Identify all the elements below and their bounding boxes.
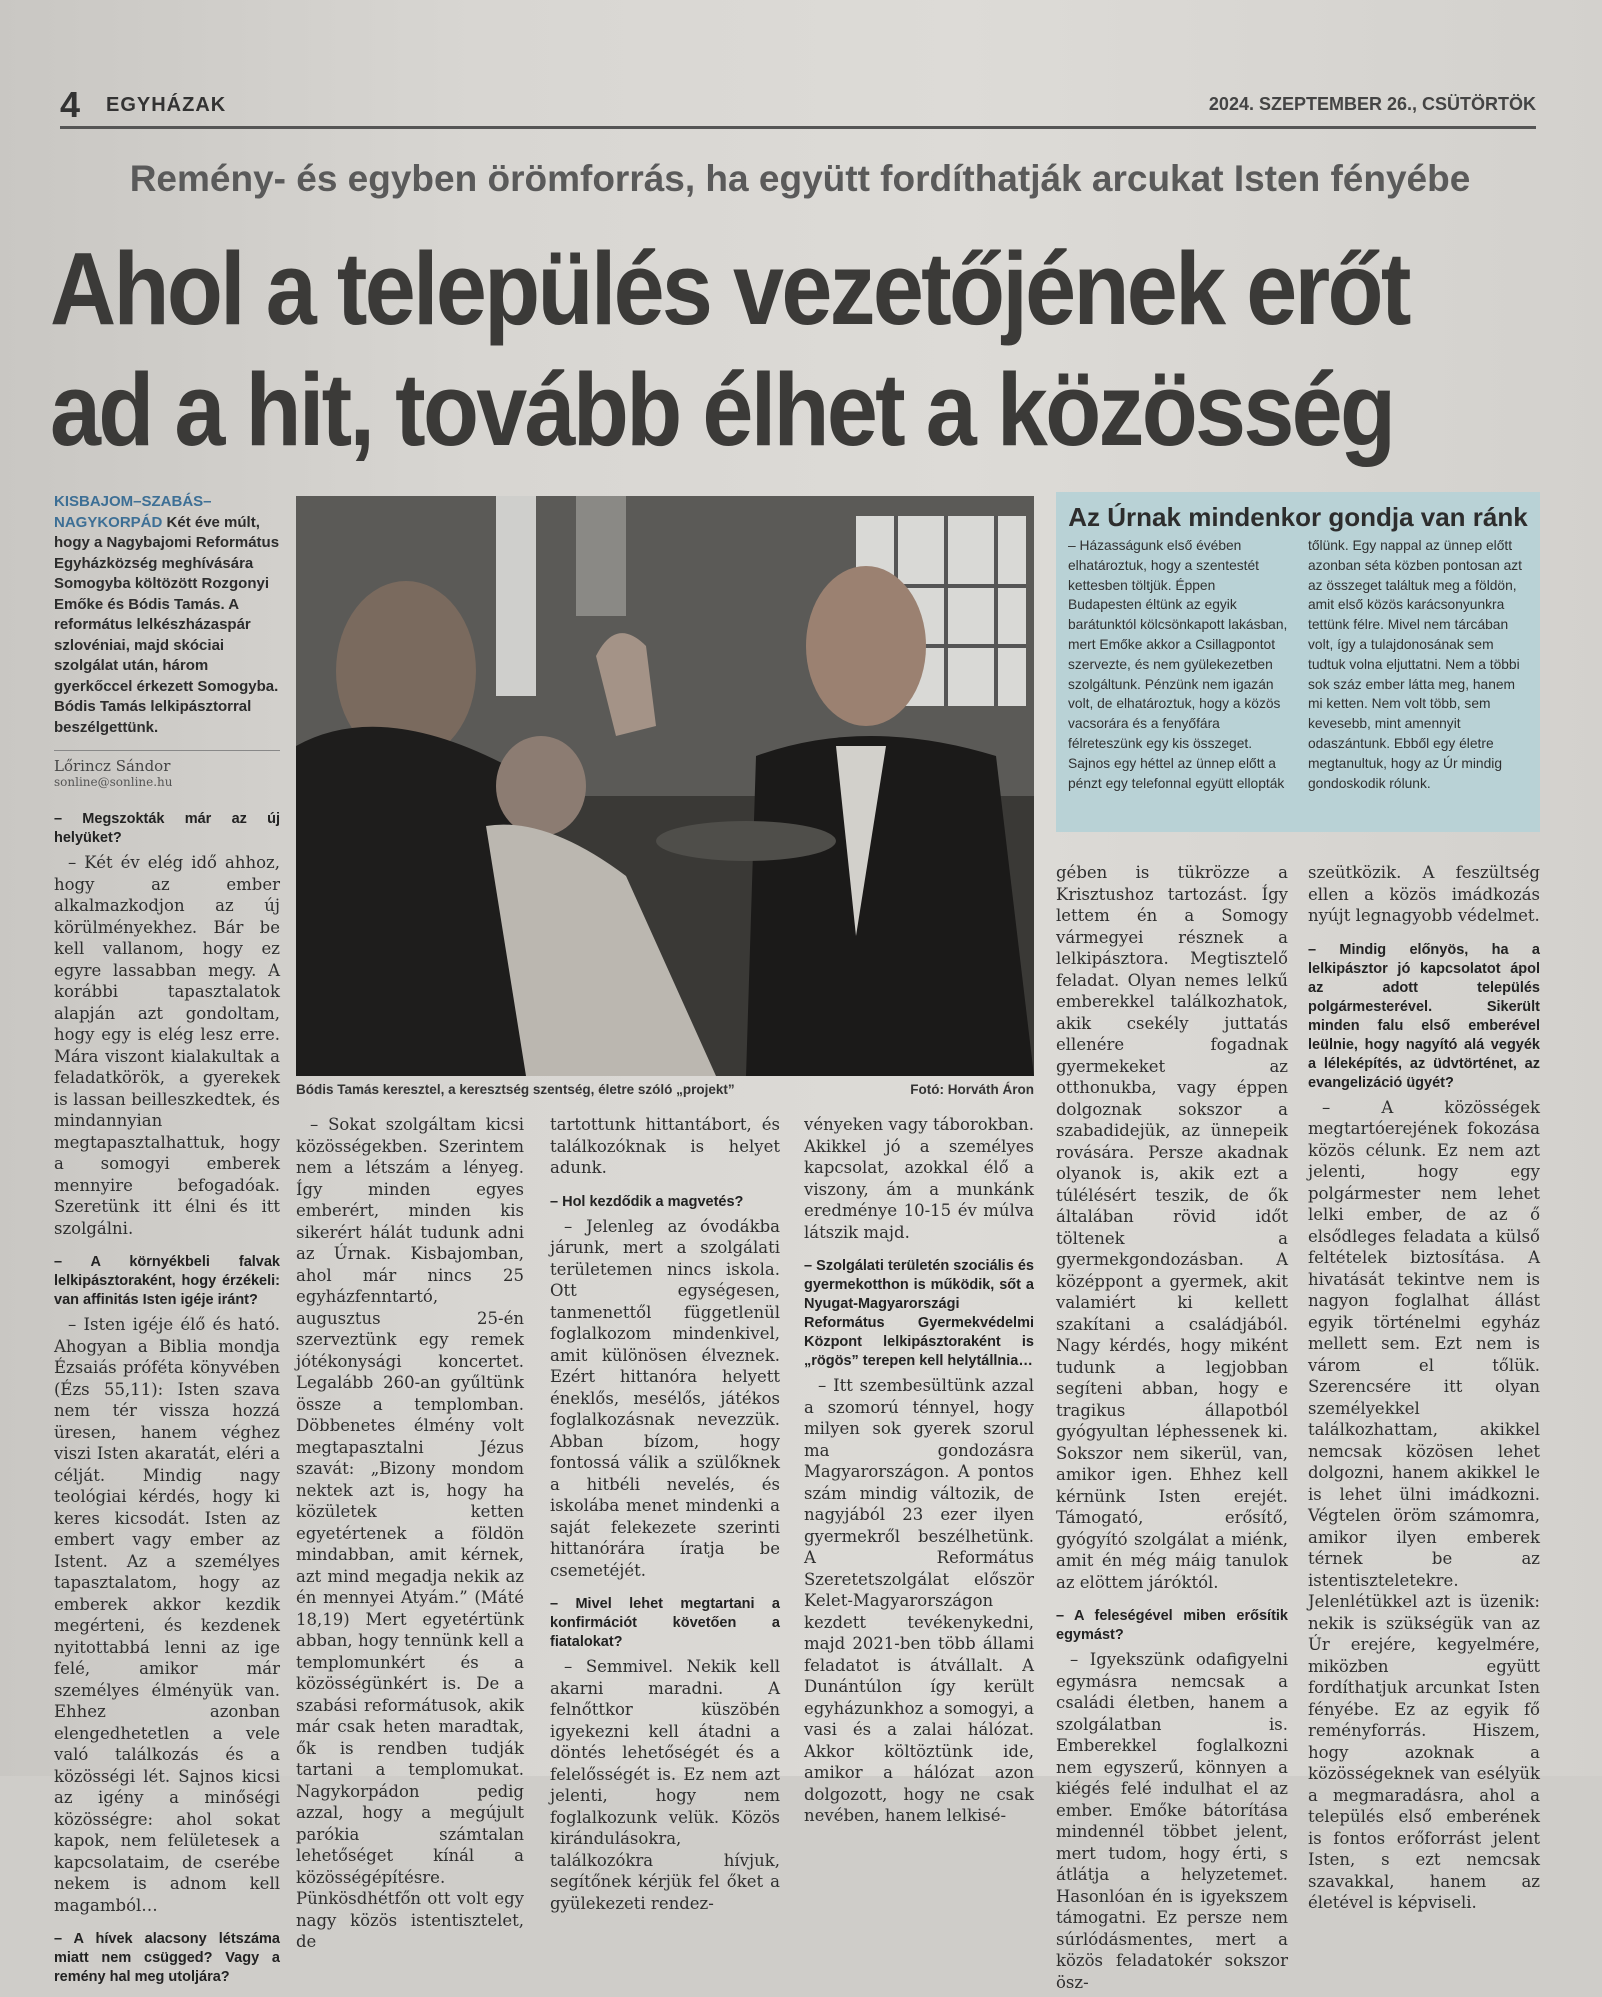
headline-line-1: Ahol a település vezetőjének erőt bbox=[50, 231, 1409, 346]
text-column-1 bbox=[54, 810, 280, 1991]
question: – Megszokták már az új helyüket? bbox=[54, 811, 280, 846]
sidebar-box bbox=[1056, 492, 1540, 832]
kicker-subtitle: Remény- és egyben örömforrás, ha együtt fordíthatják arcukat Isten fényébe bbox=[129, 158, 1471, 199]
text-column-4 bbox=[804, 1114, 1034, 1831]
answer: – A közösségek megtartóerejének fokozása közös célunk. Ez nem azt jelenti, hogy egy polgármester nem lehet lelki ember, de az ő elsődleges feladata a külső feltételek biztosítása. A hivatását tekintve nem is nagyon foglalhat állást egyik történelmi egyház mellett sem. Ezt nem is várom el tőlük. Szerencsére itt olyan személyekkel találkozhattam, akikkel nemcsak közösen lehet dolgozni, hanem akikkel le is lehet ülni imádkozni. Végtelen öröm számomra, amikor ilyen emberek térnek be az istentiszteletekre. Jelenlétükkel azt is üzenik: nekik is szükségük van az Úr erejére, kegyelmére, miközben együtt fordíthatjuk arcunkat Isten fényébe. Ez az egyik fő reményforrás. Hiszem, hogy azoknak a közösségeknek van esélyük a megmaradásra, ahol a település első emberének is fontos erőforrást jelent Isten, s ezt nemcsak szavakkal, hanem az életével is képviseli. bbox=[1308, 1097, 1540, 1912]
author-name: Lőrincz Sándor bbox=[54, 757, 171, 775]
answer: szeütközik. A feszültség ellen a közös imádkozás nyújt legnagyobb védelmet. bbox=[1308, 863, 1540, 925]
answer: – Sokat szolgáltam kicsi közösségekben. Szerintem nem a létszám a lényeg. Így minden egyes emberért, minden kis sikerért hálát tudunk adni az Úrnak. Kisbajomban, ahol már nincs 25 egyházfenntartó, augusztus 25-én szerveztünk egy remek jótékonysági koncertet. Legalább 260-an gyűltünk össze a templomban. Döbbenetes élmény volt megtapasztalni Jézus szavát: „Bizony mondom nektek azt is, hogy ha közületek ketten egyetértenek a földön mindabban, amit kérnek, azt mind megadja nekik az én mennyei Atyám.” (Máté 18,19) Mert egyetértünk abban, hogy tennünk kell a templomunkért és a közösségünkért is. De a szabási reformátusok, akik már csak heten maradtak, ők is rendben tudják tartani a templomukat. Nagykorpádon pedig azzal, hogy a megújult parókia számtalan lehetőséget kínál a közösségépítésre. Pünkösdhétfőn ott volt egy nagy közös istentisztelet, de bbox=[296, 1115, 524, 1951]
answer: – Semmivel. Nekik kell akarni maradni. A felnőttkor küszöbén igyekezni kell átadni a döntés lehetőségét és a felelősségét is. Ez nem azt jelenti, hogy nem foglalkozunk velük. Közös kirándulásokra, találkozókra hívjuk, segítőnek kérjük fel őket a gyülekezeti rendez- bbox=[550, 1657, 780, 1913]
answer: vényeken vagy táborokban. Akikkel jó a személyes kapcsolat, azokkal élő a viszony, ám a munkánk eredménye 10-15 év múlva látszik majd. bbox=[804, 1115, 1034, 1242]
text-column-3 bbox=[550, 1114, 780, 1918]
article-lead bbox=[54, 492, 280, 738]
question: – Szolgálati területén szociális és gyermekotthon is működik, sőt a Nyugat-Magyarországi Református Gyermekvédelmi Központ lelkipásztoraként is „rögös” terepen kell helytállnia… bbox=[804, 1258, 1034, 1369]
text-column-2 bbox=[296, 1114, 524, 1957]
dateline-place: KISBAJOM–SZABÁS–NAGYKORPÁD bbox=[54, 493, 212, 531]
article-photo bbox=[296, 496, 1034, 1076]
question: – A hívek alacsony létszáma miatt nem csügged? Vagy a remény hal meg utoljára? bbox=[54, 1931, 280, 1985]
answer: tartottunk hittantábort, és találkozóknak is helyet adunk. bbox=[550, 1115, 780, 1177]
answer: – Jelenleg az óvodákba járunk, mert a szolgálati területemen nincs iskola. Ott egységesen, tanmenettől függetlenül foglalkozom mindenkivel, amit különösen élveznek. Ezért hittanóra helyett éneklős, mesélős, játékos foglalkozásnak nevezzük. Abban bízom, hogy fontossá válik a szülőknek a hitbéli nevelés, és iskolába menet mindenki a saját felekezete szerinti hittanórára íratja be csemetéjét. bbox=[550, 1216, 780, 1580]
answer: gében is tükrözze a Krisztushoz tartozást. Így lettem én a Somogy vármegyei résznek a lelkipásztora. Megtisztelő feladat. Olyan nemes lelkű emberekkel találkozhatok, akik csekély juttatás ellenére fogadnak gyermekeket az otthonukba, vagy éppen dolgoznak sokszor a szabadidejük, az ünnepeik rovására. Persze akadnak olyanok is, akik ezt a túlélésért teszik, de ők általában rövid időt töltenek a gyermekgondozásban. A középpont a gyermek, akit valamiért ki kellett szakítani a családjából. Nagy kérdés, hogy miként tudunk a legjobban segíteni abban, hogy e tragikus állapotból gyógyultan léphessenek ki. Sokszor nem sikerül, van, amikor igen. Ehhez kell kérnünk Isten erejét. Támogató, erősítő, gyógyító szolgálat a miénk, amit én még máig tanulok az elöttem járóktól. bbox=[1056, 863, 1288, 1592]
article-headline bbox=[50, 228, 1409, 470]
photo-caption bbox=[296, 1082, 1034, 1097]
question: – Mivel lehet megtartani a konfirmációt követően a fiatalokat? bbox=[550, 1596, 780, 1650]
author-email: sonline@sonline.hu bbox=[54, 775, 173, 789]
sidebar-column-2: tőlünk. Egy nappal az ünnep előtt azonban séta közben pontosan azt az összeget találtuk meg a földön, amit első közös karácsonyunkra tettünk félre. Mivel nem tárcában volt, így a tulajdonosának sem tudtuk volna eljuttatni. Nem a többi sok száz ember látta meg, hanem mi ketten. Nem volt több, sem kevesebb, mint amennyit odaszántunk. Ebből egy életre megtanultuk, hogy az Úr mindig gondoskodik rólunk. bbox=[1308, 538, 1523, 791]
section-title: EGYHÁZAK bbox=[106, 94, 227, 116]
question: – A feleségével miben erősítik egymást? bbox=[1056, 1608, 1288, 1643]
page-number: 4 bbox=[60, 84, 81, 125]
question: – Mindig előnyös, ha a lelkipásztor jó kapcsolatot ápol az adott település polgármesterével. Sikerült minden falu első emberével leülnie, hogy nagyító alá vegyék a léleképítés, az üdvtörténet, az evangelizáció ügyét? bbox=[1308, 941, 1540, 1091]
caption-text: Bódis Tamás keresztel, a keresztség szentség, életre szóló „projekt” bbox=[296, 1082, 735, 1097]
baptism-photo-illustration bbox=[296, 496, 1034, 1076]
question: – A környékbeli falvak lelkipásztoraként, hogy érzékeli: van affinitás Isten igéje iránt? bbox=[54, 1254, 280, 1308]
answer: – Itt szembesültünk azzal a szomorú ténnyel, hogy milyen sok gyerek szorul ma gondozásra Magyarországon. A pontos szám mindig változik, de nagyjából 23 ezer ilyen gyermekről beszélhetünk. A Református Szeretetszolgálat először Kelet-Magyarországon kezdett tevékenykedni, majd 2021-ben több állami feladatot is átvállalt. A Dunántúlon így került egyházunkhoz a somogyi, a vasi és a zalai hálózat. Akkor költöztünk ide, amikor a hálózat azon dolgozott, hogy ne csak nevében, hanem lelkisé- bbox=[804, 1376, 1034, 1825]
answer: – Igyekszünk odafigyelni egymásra nemcsak a családi életben, hanem a szolgálatban is. Emberekkel foglalkozni nem egyszerű, könnyen a kiégés felé indulhat el az ember. Emőke bátorítása mindennél többet jelent, mert tudom, hogy érti, s átlátja a helyzetemet. Hasonlóan én is igyekszem támogatni. Ez persze nem súrlódásmentes, mert a közös feladatokér sokszor ösz- bbox=[1056, 1650, 1288, 1992]
question: – Hol kezdődik a magvetés? bbox=[550, 1193, 744, 1210]
answer: – Két év elég idő ahhoz, hogy az ember alkalmazkodjon az új körülményekhez. Bár be kell vallanom, hogy ez egyre lassabban megy. A korábbi tapasztalatok alapján azt gondoltam, hogy egy is elég lesz erre. Mára viszont kialakultak a feladatkörök, a gyerekek is lassan beilleszkedtek, és mindannyian megtapasztalhattuk, hogy a somogyi emberek mennyire befogadóak. Szeretünk itt élni és itt szolgálni. bbox=[54, 853, 280, 1238]
text-column-5 bbox=[1056, 862, 1288, 1997]
headline-line-2: ad a hit, tovább élhet a közösség bbox=[50, 352, 1394, 467]
lead-text: Két éve múlt, hogy a Nagybajomi Református Egyházközség meghívására Somogyba költözött Rozgonyi Emőke és Bódis Tamás. A református lelkészházaspár szlovéniai, majd skóciai szolgálat után, három gyerkőccel érkezett Somogyba. Bódis Tamás lelkipásztorral beszélgettünk. bbox=[54, 513, 280, 736]
sidebar-column-1: – Házasságunk első évében elhatároztuk, hogy a szentestét kettesben töltjük. Éppen Budapesten éltünk az egyik barátunktól kölcsönkapott lakásban, mert Emőke akkor a Csillagpontot szervezte, és nem gyülekezetben szolgáltunk. Pénzünk nem igazán volt, de elhatároztuk, hogy a közös vacsorára és a fenyőfára félreteszünk egy kis összeget. Sajnos egy héttel az ünnep előtt a pénzt egy telefonnal együtt ellopták bbox=[1068, 538, 1288, 791]
text-column-6 bbox=[1308, 862, 1540, 1918]
page-header bbox=[60, 84, 1536, 129]
sidebar-title: Az Úrnak mindenkor gondja van ránk bbox=[1068, 502, 1528, 532]
issue-date: 2024. SZEPTEMBER 26., CSÜTÖRTÖK bbox=[1208, 94, 1536, 114]
photo-credit: Fotó: Horváth Áron bbox=[910, 1082, 1034, 1097]
answer: – Isten igéje élő és ható. Ahogyan a Biblia mondja Ézsaiás próféta könyvében (Ézs 55,11): Isten szava nem tér vissza hozzá üresen, hanem véghez viszi Isten akaratát, eléri a célját. Mindig nagy teológiai kérdés, hogy ki keres kicsodát. Isten az embert vagy ember az Istent. Az a személyes tapasztalatom, hogy az emberek akkor kezdik megérteni, és kezdenek nyitottabbá lenni az ige felé, amikor már személyes élményük van. Ehhez azonban elengedhetetlen a vele való találkozás és a közösségi lét. Sajnos kicsi az igény a minőségi közösségre: ahol sokat kapok, nem felületesek a kapcsolataim, de cserébe nekem is adnom kell magamból… bbox=[54, 1315, 280, 1915]
author-block bbox=[54, 750, 280, 789]
